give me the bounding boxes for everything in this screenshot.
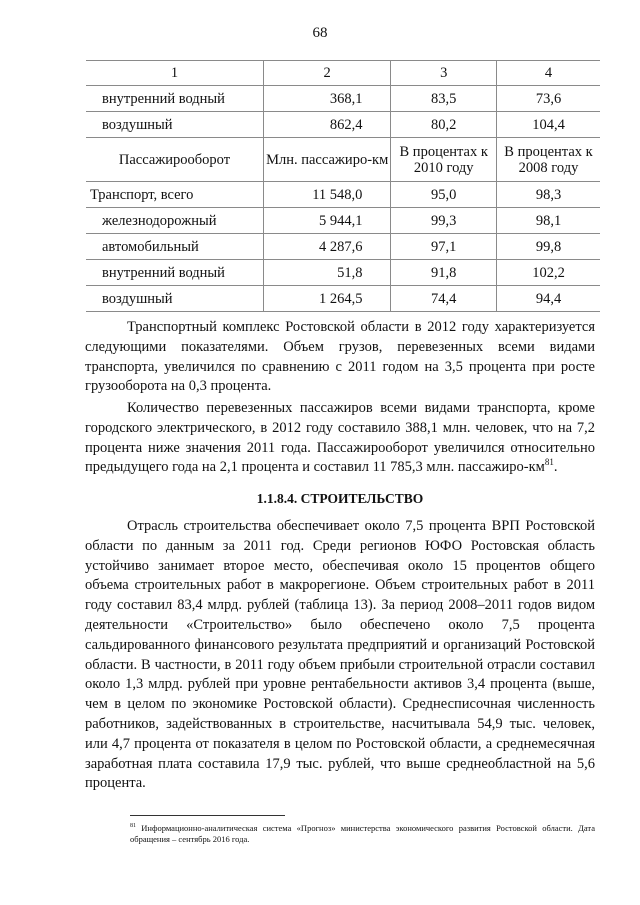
table-row [86,112,600,138]
header-cell: В процентах к 2008 году [497,138,601,182]
column-number: 4 [497,61,601,86]
table-row [86,182,600,208]
table-column-numbers-row [86,61,600,86]
row-label: Транспорт, всего [86,182,263,208]
cell-value: 74,4 [391,286,497,312]
paragraph-transport-summary [85,318,595,397]
cell-value: 11 548,0 [263,182,391,208]
footnote-number: 81 [130,823,136,830]
cell-value: 91,8 [391,260,497,286]
footnote-reference[interactable]: 81 [544,457,554,468]
table-row [86,286,600,312]
paragraph-text: Количество перевезенных пассажиров всеми видами транспорта, кроме городского электрического, в 2012 году составило 388,1 млн. человек, что на 7,2 процента ниже значения 2011 года. Пассажирооборот увеличился относительно предыдущего года на 2,1 процента и составил 11 785,3 млн. пассажиро-км [85,400,595,476]
table-row [86,86,600,112]
cell-value: 95,0 [391,182,497,208]
row-label: воздушный [86,112,263,138]
column-number: 3 [391,61,497,86]
paragraph-text: Транспортный комплекс Ростовской области в 2012 году характеризуется следующими показателями. Объем грузов, перевезенных всеми видами транспорта, увеличился по сравнению с 2011 годом на 3,5 процента при росте грузооборота на 0,3 процента. [85,319,595,395]
header-cell: Млн. пассажиро-км [263,138,391,182]
cell-value: 94,4 [497,286,601,312]
cell-value: 73,6 [497,86,601,112]
row-label: воздушный [86,286,263,312]
cell-value: 97,1 [391,234,497,260]
paragraph-construction [85,517,595,794]
footnote [130,823,595,845]
cell-value: 862,4 [263,112,391,138]
row-label: внутренний водный [86,260,263,286]
section-heading: 1.1.8.4. СТРОИТЕЛЬСТВО [256,491,424,506]
cell-value: 102,2 [497,260,601,286]
column-number: 2 [263,61,391,86]
cell-value: 98,3 [497,182,601,208]
paragraph-passengers: Количество перевезенных пассажиров всеми видами транспорта, кроме городского электрического, в 2012 году составило 388,1 млн. человек, что на 7,2 процента ниже значения 2011 года. Пассажирооборот увеличился относительно предыдущего года на 2,1 процента и составил 11 785,3 млн. пассажиро-$км^{81}$. [85,400,595,476]
transport-table [86,60,600,312]
table-row [86,260,600,286]
cell-value: 104,4 [497,112,601,138]
cell-value: 98,1 [497,208,601,234]
cell-value: 5 944,1 [263,208,391,234]
header-cell: В процентах к 2010 году [391,138,497,182]
cell-value: 4 287,6 [263,234,391,260]
table-row [86,208,600,234]
cell-value: 51,8 [263,260,391,286]
cell-value: 99,3 [391,208,497,234]
footnote-text: Информационно-аналитическая система «Прогноз» министерства экономического развития Ростовской области. Дата обращения – сентябрь 2016 года. [130,823,596,844]
footnote-divider [130,815,285,816]
header-label: Пассажирооборот [86,138,263,182]
paragraph-text: Отрасль строительства обеспечивает около 7,5 процента ВРП Ростовской области по данным за 2011 год. Среди регионов ЮФО Ростовская область устойчиво занимает второе место, обеспечивая около 15 процентов общего объема строительных работ в макрорегионе. Объем строительных работ в 2011 году составил 83,4 млрд. рублей (таблица 13). За период 2008–2011 годов видом деятельности «Строительство» было обеспечено около 7,5 процента сальдированного финансового результата предприятий и организаций Ростовской области. В частности, в 2011 году объем прибыли строительной отрасли составил около 1,3 млрд. рублей при уровне рентабельности активов 3,4 процента (выше, чем в целом по экономике Ростовской области). Среднесписочная численность работников, задействованных в строительстве, насчитывала 54,9 тыс. человек, или 4,7 процента от показателя в целом по Ростовской области, а среднемесячная заработная плата составила 17,9 тыс. рублей, что выше среднеобластной на 5,6 процента. [85,518,595,792]
row-label: внутренний водный [86,86,263,112]
cell-value: 1 264,5 [263,286,391,312]
row-label: железнодорожный [86,208,263,234]
page-number: 68 [312,25,328,41]
cell-value: 368,1 [263,86,391,112]
cell-value: 99,8 [497,234,601,260]
column-number: 1 [86,61,263,86]
table-row [86,234,600,260]
cell-value: 83,5 [391,86,497,112]
row-label: автомобильный [86,234,263,260]
table-header-row [86,138,600,182]
cell-value: 80,2 [391,112,497,138]
